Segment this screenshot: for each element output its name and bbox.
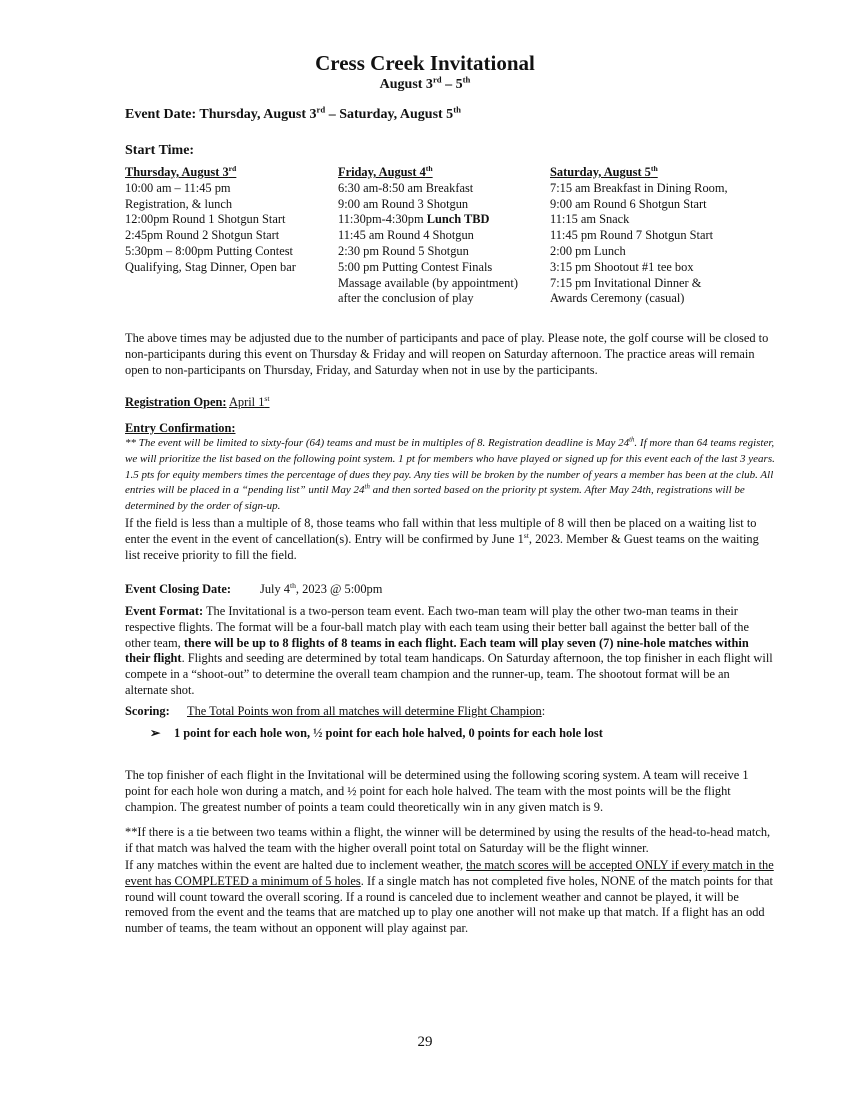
scoring-bullet [150, 725, 770, 741]
event-date-text: – Saturday, August 5 [325, 107, 454, 122]
schedule-day-header [550, 165, 780, 181]
schedule-item: 5:00 pm Putting Contest Finals [338, 259, 493, 274]
schedule-day-ordinal: th [425, 163, 433, 173]
schedule-item: 2:45pm Round 2 Shotgun Start [125, 228, 280, 243]
schedule-day-header [338, 165, 550, 181]
tie-break-paragraph: **If there is a tie between two teams within a flight, the winner will be determined by using the results of the head-to-head match, if that match was halved the team with the higher overall point total on Saturday will be the flight winner. [125, 825, 771, 855]
schedule-item: Registration, & lunch [125, 196, 233, 211]
scoring-bullet-text: 1 point for each hole won, ½ point for each hole halved, 0 points for each hole lost [174, 726, 603, 740]
schedule-item-lunch [338, 212, 550, 228]
event-format-paragraph [125, 604, 775, 699]
entry-rules-text: and then sorted based on the priority pt system. After May 24th, registrations will be determined by the order of sign-up. [125, 484, 745, 513]
schedule-saturday [550, 165, 780, 307]
closing-value-text: , 2023 @ 5:00pm [295, 582, 383, 596]
closing-value-ordinal: th [289, 580, 296, 590]
times-adjust-paragraph: The above times may be adjusted due to the number of participants and pace of play. Please note, the golf course will be closed to non-participants during this event on Thursday & Friday and will reopen on Saturday afternoon. The practice areas will remain open to non-participants on Thursday, Friday, and Saturday when not in use by the participants. [125, 331, 769, 377]
entry-rules-text: . If more than 64 teams register, we will prioritize the list based on the following point system. 1 pt for members who have played or signed up for this event each of the last 3 years. 1.5 pts for equity members times the percentage of dues they pay. Any ties will be broken by the number of years a member has been at the club. All entries will be placed in a “pending list” until May 24 [125, 437, 775, 497]
schedule-day-header [125, 165, 335, 181]
subtitle-ordinal: th [462, 74, 471, 85]
entry-rules-ordinal: th [364, 483, 370, 491]
schedule-item: 2:00 pm Lunch [550, 243, 626, 258]
start-time-heading: Start Time: [125, 143, 195, 158]
waiting-list-text: If the field is less than a multiple of 8, those teams who fall within that less multiple of 8 will then be placed on a waiting list to enter the event in the event of cancellation(s). Entry will be confirmed by June 1 [125, 516, 757, 546]
closing-value-text: July 4 [260, 582, 290, 596]
schedule-day-text: Friday, August 4 [338, 165, 426, 179]
closing-label: Event Closing Date: [125, 582, 232, 596]
page-title: Cress Creek Invitational [315, 51, 535, 75]
schedule-day-text: Thursday, August 3 [125, 165, 229, 179]
entry-rules-text: ** The event will be limited to sixty-four (64) teams and must be in multiples of 8. Registration deadline is May 24 [125, 437, 630, 449]
schedule-item: 3:15 pm Shootout #1 tee box [550, 259, 694, 274]
waiting-list-ordinal: st [523, 530, 529, 540]
registration-date [229, 395, 270, 409]
registration-date-ordinal: st [264, 393, 270, 403]
schedule-item: 9:00 am Round 3 Shotgun [338, 196, 469, 211]
schedule-item: 11:45 am Round 4 Shotgun [338, 228, 474, 243]
weather-rule: the match scores will be accepted ONLY if every match in the event has COMPLETED a minimum of 5 holes [125, 858, 774, 888]
page-subtitle [0, 76, 850, 94]
schedule-item: Awards Ceremony (casual) [550, 291, 685, 306]
schedule-day-ordinal: th [650, 163, 658, 173]
lunch-label: Lunch TBD [426, 212, 490, 227]
registration-open [125, 394, 775, 410]
schedule-item: 11:15 am Snack [550, 212, 630, 227]
page-number: 29 [417, 1034, 433, 1050]
schedule-item: 6:30 am-8:50 am Breakfast [338, 180, 474, 195]
schedule-item: 12:00pm Round 1 Shotgun Start [125, 212, 286, 227]
lunch-time: 11:30pm-4:30pm [338, 212, 427, 227]
event-date-ordinal: th [453, 104, 461, 115]
schedule-friday [338, 165, 550, 307]
entry-confirmation-heading: Entry Confirmation: [125, 421, 236, 435]
weather-paragraph [125, 858, 775, 937]
format-flights-text: there will be up to 8 flights of 8 teams in each flight. Each team will play seven (7) nine-hole matches within their flight [125, 635, 749, 666]
format-label: Event Format: [125, 604, 204, 618]
top-finisher-paragraph: The top finisher of each flight in the Invitational will be determined using the following scoring system. A team will receive 1 point for each hole won during a match, and ½ point for each hole halved. The team with the most points will be the flight champion. The greatest number of points a team could theoretically win in any given match is 9. [125, 768, 749, 814]
format-text: The Invitational is a two-person team event. Each two-man team will play the other two-man teams in their respective flights. The format will be a four-ball match play with each team using their better ball against the better ball of the other team, [125, 604, 750, 650]
entry-rules-italic [125, 436, 775, 515]
subtitle-ordinal: rd [432, 74, 442, 85]
arrow-bullet-icon: ➢ [150, 726, 161, 740]
entry-rules-ordinal: th [629, 436, 635, 444]
schedule-item: Massage available (by appointment) [338, 275, 518, 290]
schedule-item: 10:00 am – 11:45 pm [125, 180, 231, 195]
schedule-item: after the conclusion of play [338, 291, 474, 306]
event-date-text: Event Date: Thursday, August 3 [125, 107, 317, 122]
schedule-item: 5:30pm – 8:00pm Putting Contest [125, 243, 293, 258]
event-date-ordinal: rd [316, 104, 326, 115]
waiting-list-paragraph [125, 516, 775, 563]
schedule-thursday [125, 165, 335, 276]
scoring-rule: The Total Points won from all matches will determine Flight Champion [187, 704, 542, 718]
schedule-item: Qualifying, Stag Dinner, Open bar [125, 259, 296, 274]
registration-date-text: April 1 [228, 395, 265, 409]
event-closing-date [125, 581, 775, 597]
scoring-label: Scoring: [125, 704, 170, 718]
subtitle-text: August 3 [379, 77, 433, 92]
schedule-day-text: Saturday, August 5 [550, 165, 651, 179]
schedule-day-ordinal: rd [228, 163, 237, 173]
schedule-item: 9:00 am Round 6 Shotgun Start [550, 196, 707, 211]
event-date [125, 106, 745, 124]
waiting-list-text: , 2023. Member & Guest teams on the waiting list receive priority to fill the field. [125, 531, 759, 562]
schedule-item: 7:15 pm Invitational Dinner & [550, 275, 702, 290]
schedule-item: 2:30 pm Round 5 Shotgun [338, 243, 469, 258]
scoring-line [125, 704, 775, 720]
registration-label: Registration Open: [125, 395, 227, 409]
weather-text: If any matches within the event are halted due to inclement weather, [125, 858, 467, 872]
weather-text: . If a single match has not completed five holes, NONE of the match points for that round will count toward the overall scoring. If a round is canceled due to inclement weather and cannot be played, it will be removed from the event and the teams that are matched up to play one another will not make up that match. If a flight has an odd number of teams, the team without an opponent will play against par. [125, 873, 773, 936]
scoring-colon: : [541, 704, 546, 718]
schedule-item: 7:15 am Breakfast in Dining Room, [550, 180, 728, 195]
subtitle-text: – 5 [441, 77, 463, 92]
schedule-item: 11:45 pm Round 7 Shotgun Start [550, 228, 714, 243]
format-text: . Flights and seeding are determined by total team handicaps. On Saturday afternoon, the top finisher in each flight will compete in a “shoot-out” to determine the overall team champion and the runner-up, team. The shootout format will be an alternate shot. [125, 651, 773, 697]
